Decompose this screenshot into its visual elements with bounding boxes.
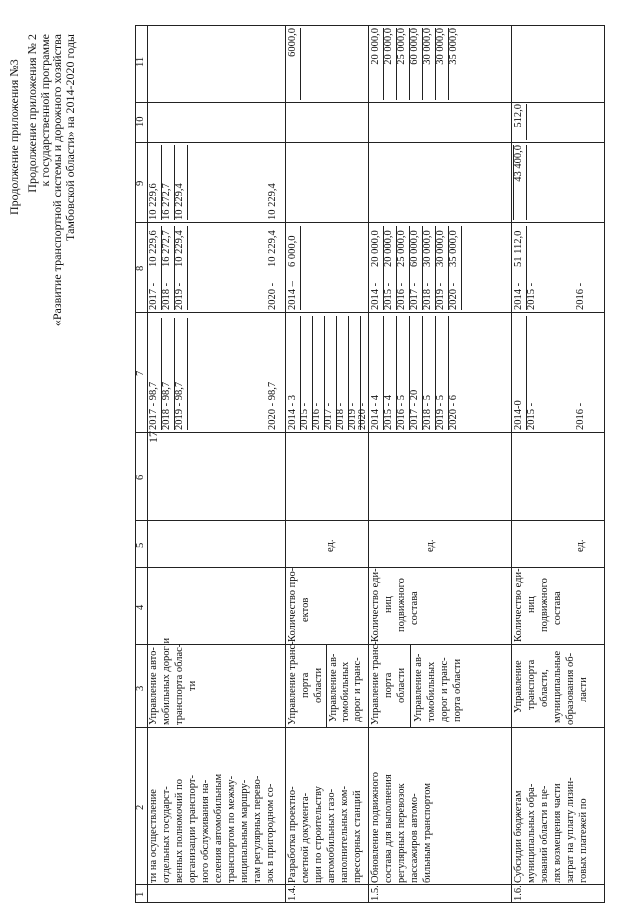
row-name-line: ции по строительству <box>313 786 324 883</box>
indicator-value: 2016 - <box>311 316 325 430</box>
indicator-name: состава <box>552 591 563 625</box>
amount-value: 10 229,4 <box>267 230 278 267</box>
executor-line: томобильных <box>426 661 437 722</box>
col-divider <box>135 102 605 103</box>
amount-value: 6 000,0 <box>287 235 298 267</box>
row-name-line: автомобильных газо- <box>326 788 337 883</box>
amount-value: 25 000,0 <box>396 230 407 267</box>
unit-label: ед. <box>425 539 436 552</box>
subtitle-line: Тамбовской области» на 2014-2020 годы <box>62 34 77 241</box>
col-divider <box>135 312 605 313</box>
year-label: 2020 - <box>267 282 278 310</box>
indicator-name: состава <box>409 591 420 625</box>
col-number: 10 <box>135 116 146 127</box>
executor-line: ти <box>187 680 198 691</box>
row-divider <box>511 25 512 903</box>
row-name-line: Субсидии бюджетам <box>513 790 524 883</box>
other-sources-value: 20 000,0 <box>383 28 397 100</box>
indicator-name: подвижного <box>539 578 550 632</box>
other-sources-value: 20 000,0 <box>370 28 384 100</box>
col-number: 8 <box>135 265 146 271</box>
amount-value: 30 000,0 <box>422 230 433 267</box>
year-label: 2015 - <box>383 226 397 310</box>
col-divider <box>135 222 605 223</box>
row-name-line: ного обслуживания на- <box>200 779 211 883</box>
indicator-value: 2019 - 5 <box>435 316 449 430</box>
row-name-line: наполнительных ком- <box>339 786 350 883</box>
indicator-value: 2014 - 3 <box>287 316 301 430</box>
indicator-name: ниц <box>526 596 537 613</box>
row-name-line: отдельных государст- <box>161 786 172 883</box>
col-number: 5 <box>135 542 146 548</box>
amount-value: 16 272,7 <box>161 230 172 267</box>
row-number: 1.4. <box>287 885 298 901</box>
executor-line: порта <box>300 672 311 698</box>
amount-value: 51 112,0 <box>513 230 524 267</box>
row-divider <box>285 25 286 903</box>
executor-line: Управление ав- <box>413 653 424 722</box>
year-label: 2018 - <box>161 226 175 310</box>
federal-value: 10 229,4 <box>174 145 188 220</box>
executor-line: области <box>396 667 407 703</box>
executor-line: порта <box>383 672 394 698</box>
indicator-value: 2015 - 4 <box>383 316 397 430</box>
unit-label: ед. <box>325 539 336 552</box>
indicator-value: 2019 - <box>347 316 361 430</box>
row-divider <box>135 25 136 903</box>
row-name-line: селения автомобильным <box>213 773 224 883</box>
col-divider <box>135 727 605 728</box>
col-number: 9 <box>135 180 146 186</box>
executor-line: области, <box>539 669 550 707</box>
row-name-line: состава для выполнения <box>383 774 394 883</box>
col-number: 6 <box>135 474 146 480</box>
year-label: 2019 - <box>174 226 188 310</box>
indicator-value: 2018 - <box>335 316 349 430</box>
row-name-line: прессорных станций <box>352 790 363 883</box>
indicator-value: 2020 - <box>357 402 368 430</box>
other-sources-value: 35 000,0 <box>448 28 459 65</box>
other-sources-value: 30 000,0 <box>422 28 436 100</box>
row-name-line: Обновление подвижного <box>370 772 381 883</box>
row-divider <box>326 645 327 728</box>
row-name-line: Разработка проектно- <box>287 786 298 883</box>
spacer <box>513 145 514 220</box>
indicator-value: 2014 - 4 <box>370 316 384 430</box>
indicator-value: 2019 - 98,7 <box>174 318 188 430</box>
col-number: 2 <box>135 804 146 810</box>
executor-line: Управление транс- <box>287 641 298 725</box>
indicator-value: 2017 - 20 <box>409 316 423 430</box>
executor-line: дорог и транс- <box>439 657 450 722</box>
executor-line: дорог и транс- <box>352 657 363 722</box>
executor-line: томобильных <box>340 661 351 722</box>
row-name-line: регулярных перевозок <box>396 783 407 883</box>
regional-value: 43 400,0 <box>513 145 527 220</box>
col-number: 7 <box>135 370 146 376</box>
executor-line: муниципальные <box>552 650 563 723</box>
year-label: 2014 - <box>370 226 384 310</box>
indicator-value: 2020 - 98,7 <box>267 381 278 430</box>
row-name-line: организации транспорт- <box>187 775 198 883</box>
year-label: 2015 - <box>526 282 537 310</box>
amount-value: 10 229,6 <box>148 230 159 267</box>
year-label: 2019 - <box>435 226 449 310</box>
col-divider <box>135 520 605 521</box>
federal-value: 10 229,4 <box>267 183 278 220</box>
federal-value: 10 229,6 <box>148 145 162 220</box>
page-number: 17 <box>146 431 160 443</box>
indicator-value: 2017 - 98,7 <box>148 318 162 430</box>
row-name-line: лях возмещения части <box>552 783 563 883</box>
row-name-line: сметной документа- <box>300 792 311 883</box>
row-name-line: венных полномочий по <box>174 778 185 883</box>
row-number: 1.6. <box>513 885 524 901</box>
indicator-name: Количество про- <box>287 567 298 642</box>
year-label: 2017 - <box>409 226 423 310</box>
row-name-line: муниципальных обра- <box>526 783 537 883</box>
row-number: 1.5. <box>370 885 381 901</box>
executor-line: ласти <box>578 677 589 702</box>
amount-value: 10 229,4 <box>174 230 185 267</box>
row-name-line: бильным транспортом <box>422 783 433 883</box>
appendix-subtitle <box>26 34 76 326</box>
row-divider <box>368 25 369 903</box>
row-name-line: ниципальным маршру- <box>239 779 250 883</box>
subtitle-line: к государственной программе <box>37 34 52 187</box>
indicator-value: 2020 - 6 <box>448 395 459 430</box>
indicator-name: Количество еди- <box>513 568 524 642</box>
executor-line: образования об- <box>565 652 576 725</box>
row-divider <box>410 645 411 728</box>
col-number: 3 <box>135 685 146 691</box>
row-name-line: там регулярных перево- <box>252 775 263 883</box>
row-name-line: затрат на уплату лизин- <box>565 777 576 883</box>
col-number: 1 <box>135 891 146 897</box>
other-sources-value: 6000,0 <box>287 28 301 100</box>
municipal-value: 512,0 <box>513 104 527 140</box>
year-label: 2014 - <box>513 226 527 310</box>
row-name-line: зок в пригородном со- <box>265 783 276 883</box>
other-sources-value: 30 000,0 <box>435 28 449 100</box>
row-name-line: ти на осуществление <box>148 789 159 883</box>
row-name-line: пассажиров автомо- <box>409 793 420 883</box>
executor-line: Управление <box>513 660 524 713</box>
row-name-line: говых платежей по <box>578 798 589 883</box>
executor-line: транспорта облас- <box>174 643 185 725</box>
executor-line: порта области <box>452 658 463 722</box>
year-label: 2017 - <box>148 226 162 310</box>
indicator-name: Количество еди- <box>370 568 381 642</box>
col-number: 11 <box>135 56 146 67</box>
year-label: 2016 - <box>575 282 586 310</box>
amount-value: 35 000,0 <box>448 230 459 267</box>
row-name-line: зований области в це- <box>539 785 550 883</box>
indicator-value: 2018 - 98,7 <box>161 318 175 430</box>
executor-line: области <box>313 667 324 703</box>
subtitle-line: «Развитие транспортной системы и дорожного хозяйства <box>50 34 64 327</box>
year-label: 2016 - <box>396 226 410 310</box>
amount-value: 20 000,0 <box>370 230 381 267</box>
amount-value: 30 000,0 <box>435 230 446 267</box>
program-table <box>135 25 605 903</box>
year-label: 2018 - <box>422 226 436 310</box>
amount-value: 60 000,0 <box>409 230 420 267</box>
indicator-name: ниц <box>383 596 394 613</box>
executor-line: мобильных дорог и <box>161 637 172 725</box>
col-number: 4 <box>135 604 146 610</box>
executor-line: Управление транс- <box>370 641 381 725</box>
subtitle-line: Продолжение приложения № 2 <box>25 34 39 193</box>
col-divider <box>135 142 605 143</box>
indicator-name: ектов <box>300 597 311 622</box>
indicator-value: 2016 - 5 <box>396 316 410 430</box>
col-divider <box>135 432 605 433</box>
executor-line: Управление ав- <box>328 653 339 722</box>
indicator-value: 2015 - <box>526 402 537 430</box>
year-label: 2020 - <box>448 226 462 310</box>
other-sources-value: 25 000,0 <box>396 28 410 100</box>
year-label: 2014 – <box>287 226 301 310</box>
page-continuation-label: Продолжение приложения №3 <box>7 59 21 215</box>
other-sources-value: 60 000,0 <box>409 28 423 100</box>
row-name-line: транспортом по межму- <box>226 775 237 883</box>
indicator-value: 2014-0 <box>513 316 527 430</box>
amount-value: 20 000,0 <box>383 230 394 267</box>
indicator-value: 2016 - <box>575 402 586 430</box>
indicator-value: 2017 - <box>323 316 337 430</box>
federal-value: 16 272,7 <box>161 145 175 220</box>
executor-line: транспорта <box>526 659 537 710</box>
indicator-value: 2018 - 5 <box>422 316 436 430</box>
executor-line: Управление авто- <box>148 647 159 725</box>
indicator-value: 2015 - <box>299 316 313 430</box>
unit-label: ед. <box>575 539 586 552</box>
indicator-name: подвижного <box>396 578 407 632</box>
